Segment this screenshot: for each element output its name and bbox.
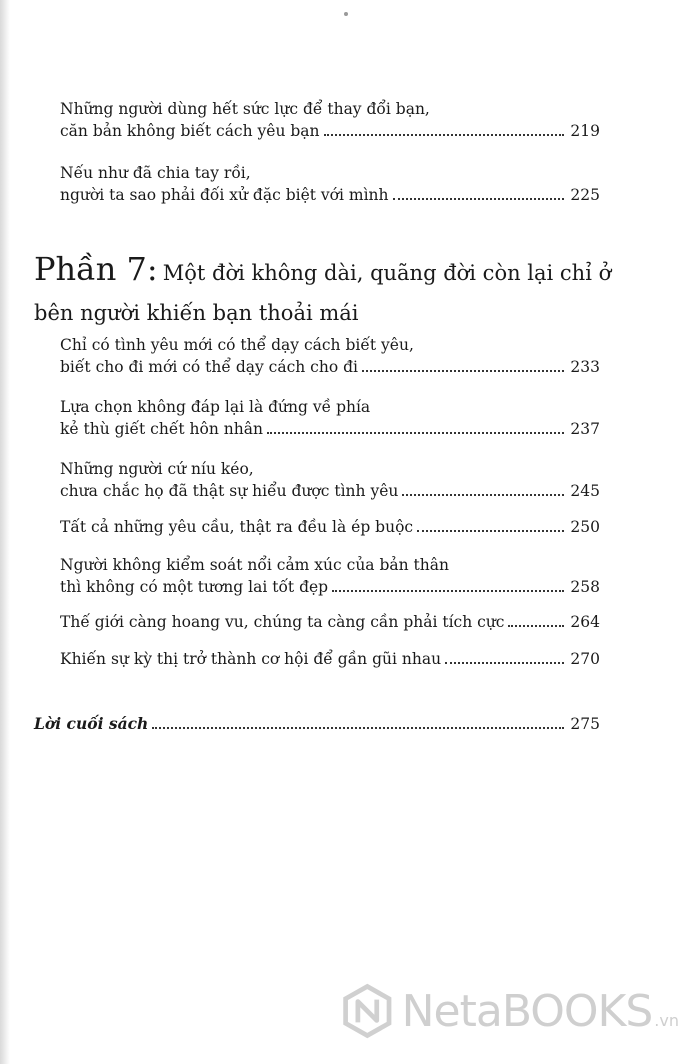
page-number: 250 (570, 518, 600, 536)
page-number: 264 (570, 613, 600, 631)
toc-entry-line: Những người cứ níu kéo, (60, 460, 254, 478)
part-label: Phần 7: (34, 250, 158, 288)
toc-entry-line: Tất cả những yêu cầu, thật ra đều là ép buộc (60, 518, 414, 536)
toc-entry-line: Những người dùng hết sức lực để thay đổi bạn, (60, 100, 430, 118)
toc-entry (60, 98, 600, 142)
page-number: 275 (570, 715, 600, 733)
afterword-label: Lời cuối sách (34, 714, 149, 733)
toc-entry-line: người ta sao phải đối xử đặc biệt với mình (60, 186, 389, 204)
dot-leader (445, 661, 564, 664)
toc-entry-line: căn bản không biết cách yêu bạn (60, 122, 320, 140)
part-title-line1: Một đời không dài, quãng đời còn lại chỉ ở (162, 261, 612, 285)
watermark-brand: NetaBOOKS (401, 985, 653, 1037)
dot-leader (152, 726, 564, 729)
page-number: 245 (570, 482, 600, 500)
dot-leader (332, 589, 564, 592)
page-number: 270 (570, 650, 600, 668)
page-edge (0, 0, 10, 1064)
toc-entry (60, 648, 600, 670)
toc-entry-line: Chỉ có tình yêu mới có thể dạy cách biết yêu, (60, 336, 414, 354)
dot-leader (417, 529, 564, 532)
toc-entry-line: chưa chắc họ đã thật sự hiểu được tình yêu (60, 482, 399, 500)
toc-final-entry (34, 713, 600, 735)
toc-entry-line: Lựa chọn không đáp lại là đứng về phía (60, 398, 371, 416)
dot-leader (267, 431, 564, 434)
netabooks-logo-icon (339, 981, 396, 1041)
toc-entry (60, 334, 600, 378)
toc-entry (60, 554, 600, 598)
part-heading (34, 250, 634, 332)
toc-entry-line: thì không có một tương lai tốt đẹp (60, 578, 329, 596)
toc-entry (60, 516, 600, 538)
toc-entry-line: Khiến sự kỳ thị trở thành cơ hội để gần gũi nhau (60, 650, 442, 668)
toc-entry (60, 458, 600, 502)
toc-entry-line: kẻ thù giết chết hôn nhân (60, 420, 263, 438)
dot-leader (324, 133, 564, 136)
dot-leader (362, 369, 564, 372)
toc-entry-line: biết cho đi mới có thể dạy cách cho đi (60, 358, 358, 376)
page-number: 219 (570, 122, 600, 140)
toc-entry-line: Người không kiểm soát nổi cảm xúc của bản thân (60, 556, 449, 574)
toc-entry-line: Thế giới càng hoang vu, chúng ta càng cần phải tích cực (60, 613, 505, 631)
part-title-line2: bên người khiến bạn thoải mái (34, 301, 359, 325)
page-number: 233 (570, 358, 600, 376)
page-number: 225 (570, 186, 600, 204)
dot-leader (393, 197, 565, 200)
toc-entry (60, 162, 600, 206)
toc-entry (60, 396, 600, 440)
page-mark (344, 12, 348, 16)
watermark-suffix: .vn (654, 1011, 679, 1030)
dot-leader (402, 493, 564, 496)
page-number: 258 (570, 578, 600, 596)
dot-leader (508, 624, 564, 627)
watermark (339, 976, 679, 1046)
page-number: 237 (570, 420, 600, 438)
toc-entry-line: Nếu như đã chia tay rồi, (60, 164, 251, 182)
toc-entry (60, 611, 600, 633)
